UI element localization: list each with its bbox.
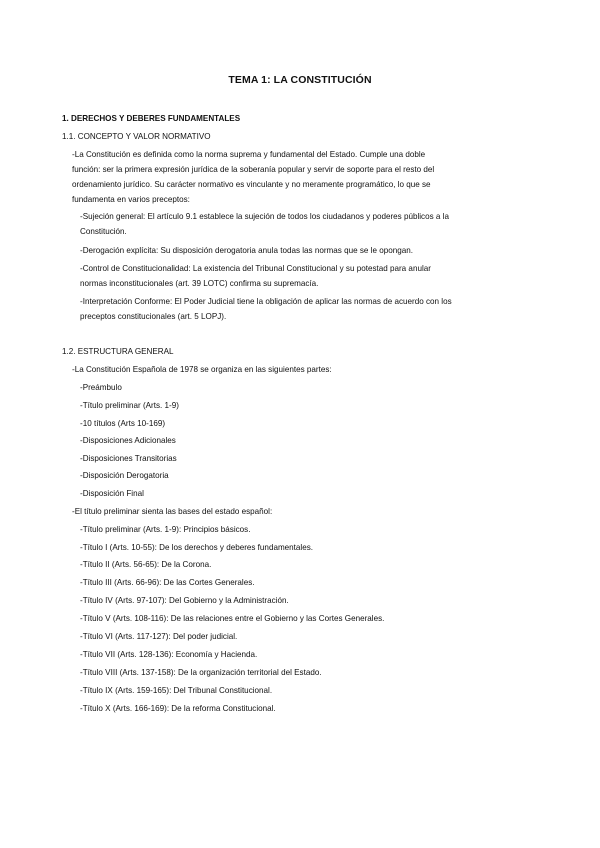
- list-item: -Título I (Arts. 10-55): De los derechos y deberes fundamentales.: [80, 543, 314, 552]
- list-item: -10 títulos (Arts 10-169): [80, 419, 166, 428]
- list-item: -Disposición Final: [80, 489, 144, 498]
- list-item: -Interpretación Conforme: El Poder Judicial tiene la obligación de aplicar las normas de acuerdo con los: [80, 297, 452, 306]
- section-heading: 1. DERECHOS Y DEBERES FUNDAMENTALES: [62, 114, 241, 123]
- list-item: -Título VIII (Arts. 137-158): De la organización territorial del Estado.: [80, 668, 322, 677]
- subsection-heading: 1.2. ESTRUCTURA GENERAL: [62, 347, 174, 356]
- list-item: -Disposición Derogatoria: [80, 471, 169, 480]
- list-item: -Disposiciones Transitorias: [80, 454, 177, 463]
- paragraph-line: -La Constitución es definida como la norma suprema y fundamental del Estado. Cumple una doble: [72, 150, 426, 159]
- list-item: -Título IV (Arts. 97-107): Del Gobierno y la Administración.: [80, 596, 289, 605]
- list-item: -Preámbulo: [80, 383, 122, 392]
- paragraph-line: fundamenta en varios preceptos:: [72, 195, 190, 204]
- list-item: -Título III (Arts. 66-96): De las Cortes Generales.: [80, 578, 255, 587]
- paragraph-line: función: ser la primera expresión jurídica de la soberanía popular y servir de soporte para el resto del: [72, 165, 435, 174]
- list-item: -Título VI (Arts. 117-127): Del poder judicial.: [80, 632, 238, 641]
- list-item: -Control de Constitucionalidad: La existencia del Tribunal Constitucional y su potestad para anular: [80, 264, 431, 273]
- list-item: -Disposiciones Adicionales: [80, 436, 176, 445]
- paragraph-line: -El título preliminar sienta las bases del estado español:: [72, 507, 273, 516]
- list-item-continuation: Constitución.: [80, 227, 127, 236]
- list-item: -Derogación explícita: Su disposición derogatoria anula todas las normas que se le opongan.: [80, 246, 413, 255]
- paragraph-line: ordenamiento jurídico. Su carácter normativo es vinculante y no meramente programático, lo que se: [72, 180, 431, 189]
- list-item: -Título V (Arts. 108-116): De las relaciones entre el Gobierno y las Cortes Generales.: [80, 614, 385, 623]
- document-title: TEMA 1: LA CONSTITUCIÓN: [228, 74, 372, 86]
- paragraph-line: -La Constitución Española de 1978 se organiza en las siguientes partes:: [72, 365, 332, 374]
- list-item: -Sujeción general: El artículo 9.1 establece la sujeción de todos los ciudadanos y poderes públicos a la: [80, 212, 449, 221]
- subsection-heading: 1.1. CONCEPTO Y VALOR NORMATIVO: [62, 132, 211, 141]
- list-item: -Título X (Arts. 166-169): De la reforma Constitucional.: [80, 704, 276, 713]
- list-item: -Título II (Arts. 56-65): De la Corona.: [80, 560, 212, 569]
- list-item: -Título preliminar (Arts. 1-9): [80, 401, 179, 410]
- list-item-continuation: normas inconstitucionales (art. 39 LOTC) confirma su supremacía.: [80, 279, 319, 288]
- list-item-continuation: preceptos constitucionales (art. 5 LOPJ).: [80, 312, 227, 321]
- list-item: -Título preliminar (Arts. 1-9): Principios básicos.: [80, 525, 251, 534]
- list-item: -Título IX (Arts. 159-165): Del Tribunal Constitucional.: [80, 686, 273, 695]
- list-item: -Título VII (Arts. 128-136): Economía y Hacienda.: [80, 650, 258, 659]
